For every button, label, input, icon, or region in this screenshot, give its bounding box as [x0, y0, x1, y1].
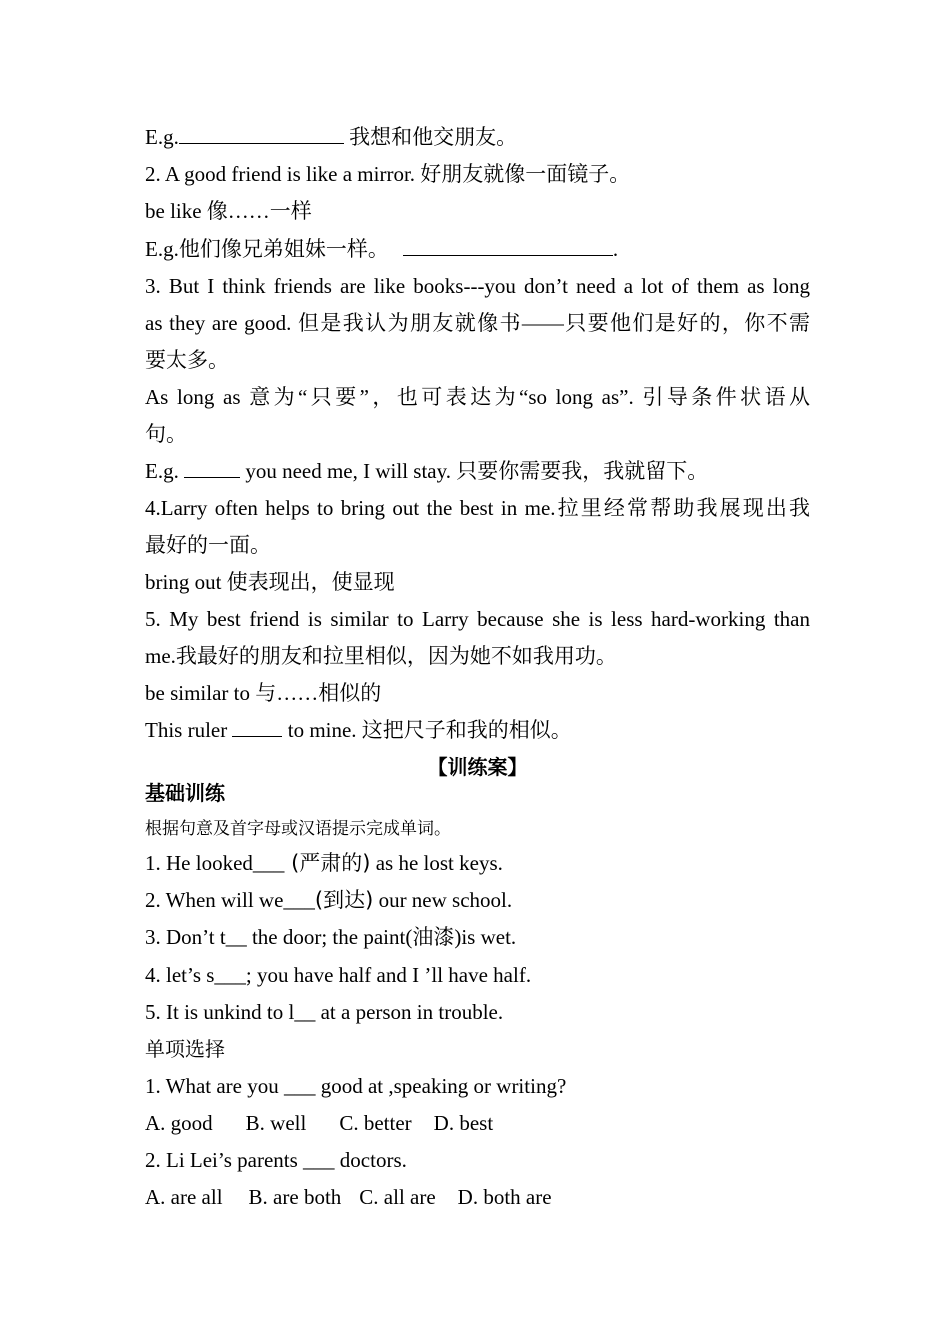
choice-options-2	[145, 1184, 810, 1210]
point-4-usage: bring out 使表现出，使显现	[145, 570, 395, 594]
choice-question-1: 1. What are you ___ good at ,speaking or writing?	[145, 1074, 567, 1098]
option-d[interactable]: D. both are	[457, 1185, 552, 1209]
option-a[interactable]: A. are all	[145, 1185, 223, 1209]
example-sentence-1: E.g. 我想和他交朋友。	[145, 125, 518, 149]
option-b[interactable]: B. are both	[248, 1185, 342, 1209]
as-long-as-note-line-2: 句。	[145, 422, 187, 446]
answer-blank[interactable]	[184, 459, 240, 478]
section-heading: 【训练案】	[427, 755, 528, 779]
point-5-line-2: me.我最好的朋友和拉里相似，因为她不如我用功。	[145, 644, 617, 668]
fill-item-1: 1. He looked___ (严肃的) as he lost keys.	[145, 851, 503, 875]
option-c[interactable]: C. better	[339, 1111, 412, 1135]
answer-blank[interactable]	[403, 237, 613, 256]
answer-blank[interactable]: ___	[214, 963, 246, 987]
fill-item-4: 4. let’s s___; you have half and I ’ll have half.	[145, 963, 532, 987]
answer-blank[interactable]: ___	[283, 888, 315, 912]
choice-options-1	[145, 1110, 810, 1136]
answer-blank[interactable]	[232, 718, 282, 737]
answer-blank[interactable]: ___	[252, 851, 285, 875]
point-4-line-1: 4.Larry often helps to bring out the best in me.拉里经常帮助我展现出我	[145, 496, 810, 520]
example-sentence-3: E.g. you need me, I will stay. 只要你需要我，我就留下。	[145, 459, 709, 483]
choice-question-2: 2. Li Lei’s parents ___ doctors.	[145, 1148, 407, 1172]
choice-section-title: 单项选择	[145, 1037, 225, 1061]
fill-item-2: 2. When will we___(到达) our new school.	[145, 888, 513, 912]
example-sentence-5: This ruler to mine. 这把尺子和我的相似。	[145, 718, 572, 742]
basic-training-instruction: 根据句意及首字母或汉语提示完成单词。	[145, 819, 451, 838]
option-d[interactable]: D. best	[433, 1111, 494, 1135]
point-3-line-2: as they are good. 但是我认为朋友就像书——只要他们是好的，你不需	[145, 311, 810, 335]
point-3-line-3: 要太多。	[145, 348, 229, 372]
answer-blank[interactable]: __	[294, 1000, 316, 1024]
option-b[interactable]: B. well	[245, 1111, 307, 1135]
fill-item-5: 5. It is unkind to l__ at a person in trouble.	[145, 1000, 504, 1024]
basic-training-title: 基础训练	[145, 781, 225, 805]
option-c[interactable]: C. all are	[359, 1185, 436, 1209]
fill-item-3: 3. Don’t t__ the door; the paint(油漆)is wet.	[145, 925, 517, 949]
option-a[interactable]: A. good	[145, 1111, 213, 1135]
as-long-as-note-line-1: As long as 意为“只要”，也可表达为“so long as”. 引导条件状语从	[145, 385, 810, 409]
point-3-line-1: 3. But I think friends are like books---you don’t need a lot of them as long	[145, 274, 810, 298]
point-4-line-2: 最好的一面。	[145, 533, 271, 557]
point-2: 2. A good friend is like a mirror. 好朋友就像一面镜子。	[145, 162, 631, 186]
point-5-usage: be similar to 与……相似的	[145, 681, 382, 705]
point-2-usage: be like 像……一样	[145, 199, 312, 223]
point-5-line-1: 5. My best friend is similar to Larry because she is less hard-working than	[145, 607, 810, 631]
answer-blank[interactable]: __	[225, 925, 247, 949]
answer-blank[interactable]	[179, 125, 344, 144]
example-sentence-2: E.g.他们像兄弟姐妹一样。 .	[145, 237, 619, 261]
